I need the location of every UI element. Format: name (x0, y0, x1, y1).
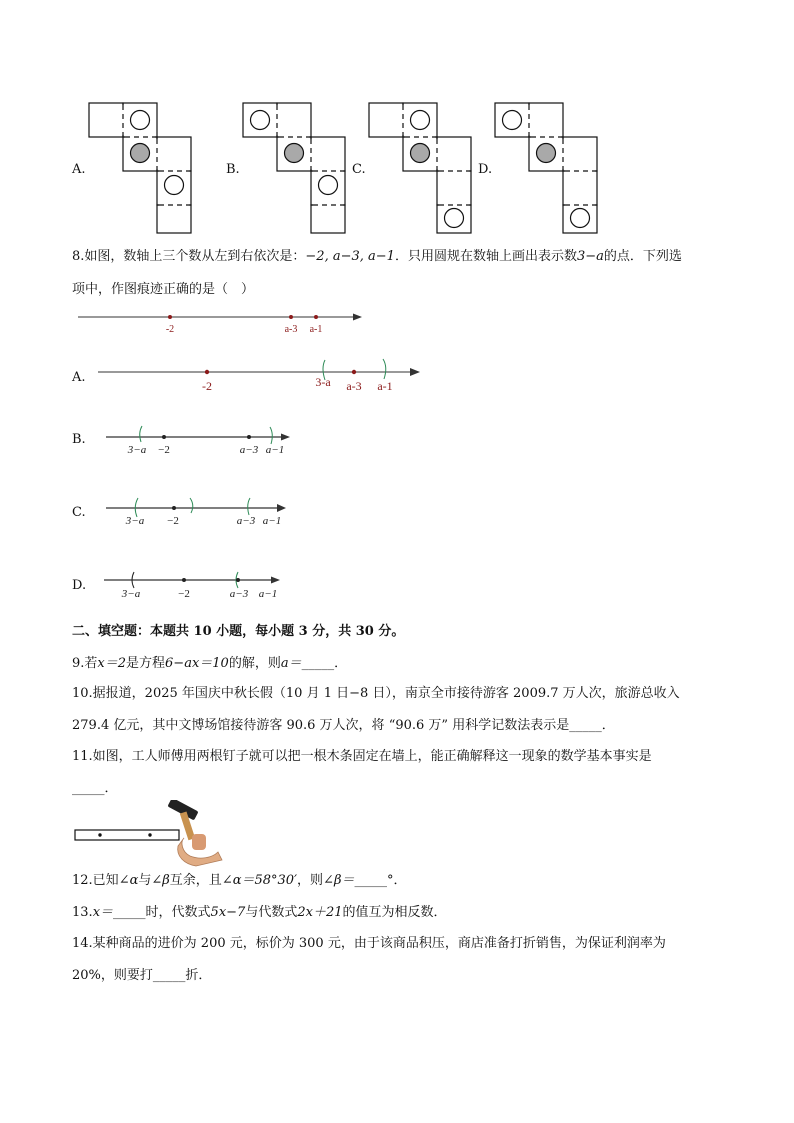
q8-option-c-line (104, 495, 294, 531)
q7-b-circle-1 (251, 111, 270, 130)
q7-d-circle-2 (537, 144, 556, 163)
a-label-neg2: -2 (202, 379, 212, 393)
c-label-3-a: 3−a (125, 515, 145, 527)
q8-option-a-line (96, 355, 426, 395)
q10-line2: 279.4 亿元，其中文博场馆接待游客 90.6 万人次，将 “90.6 万” 用科学记数法表示是_____． (72, 718, 615, 733)
d-label-a-3: a−3 (229, 588, 249, 600)
q10-line1: 10.据报道，2025 年国庆中秋长假（10 月 1 日−8 日），南京全市接待游客 2009.7 万人次，旅游总收入 (72, 686, 680, 701)
q7-option-c-net (368, 102, 478, 234)
q7-option-b-letter: B. (226, 162, 240, 177)
q7-b-circle-3 (319, 176, 338, 195)
q7-d-circle-1 (503, 111, 522, 130)
section-heading: 二、填空题：本题共 10 小题，每小题 3 分，共 30 分。 (72, 624, 405, 639)
b-label-neg2: −2 (158, 444, 170, 456)
label-a-3: a-3 (284, 324, 298, 335)
q14-line2: 20%，则要打_____折． (72, 968, 212, 983)
q12: 12.已知∠α与∠β互余，且∠α＝58°30′，则∠β＝_____°． (72, 873, 407, 888)
a-label-a-3: a-3 (346, 379, 362, 393)
q8-option-d-line (102, 568, 292, 604)
q7-a-circle-3 (165, 176, 184, 195)
q7-a-circle-1 (131, 111, 150, 130)
q8-option-c-letter: C. (72, 505, 86, 520)
q8-stem-line1: 8.如图，数轴上三个数从左到右依次是：−2, a−3, a−1．只用圆规在数轴上画出表示数3−a的点．下列选 (72, 249, 682, 264)
a-label-a-1: a-1 (377, 379, 393, 393)
q7-c-circle-2 (411, 144, 430, 163)
label-a-1: a-1 (309, 324, 323, 335)
d-label-a-1: a−1 (258, 588, 278, 600)
q7-option-d-net (494, 102, 604, 234)
nail-2 (148, 833, 151, 836)
d-label-3-a: 3−a (121, 588, 141, 600)
q14-line1: 14.某种商品的进价为 200 元，标价为 300 元，由于该商品积压，商店准备打折销售，为保证利润率为 (72, 936, 666, 951)
q8-option-a-letter: A. (72, 370, 86, 385)
q7-options (0, 0, 794, 240)
label-neg2: -2 (165, 324, 175, 335)
q8-option-d-letter: D. (72, 578, 87, 593)
c-label-neg2: −2 (167, 515, 179, 527)
c-label-a-3: a−3 (236, 515, 256, 527)
a-label-3-a: 3-a (315, 375, 331, 389)
q11-figure (72, 800, 232, 868)
q7-d-circle-3 (571, 209, 590, 228)
q13: 13.x＝_____时，代数式5x−7与代数式2x＋21的值互为相反数． (72, 905, 447, 920)
q7-option-b-net (242, 102, 352, 234)
q7-a-circle-2 (131, 144, 150, 163)
q8-option-b-letter: B. (72, 432, 86, 447)
q7-option-a-net (88, 102, 198, 234)
q7-option-a-letter: A. (72, 162, 86, 177)
q11-line2: _____． (72, 781, 118, 796)
q8-main-number-line (76, 308, 366, 338)
b-label-a-3: a−3 (239, 444, 259, 456)
q8-option-b-line (104, 424, 294, 460)
q7-c-circle-1 (411, 111, 430, 130)
c-label-a-1: a−1 (262, 515, 282, 527)
q7-option-c-letter: C. (352, 162, 366, 177)
q7-c-circle-3 (445, 209, 464, 228)
wood-strip (75, 830, 179, 840)
b-label-3-a: 3−a (127, 444, 147, 456)
q8-stem-line2: 项中，作图痕迹正确的是（ ） (72, 282, 255, 297)
d-label-neg2: −2 (178, 588, 190, 600)
nail-1 (98, 833, 101, 836)
b-label-a-1: a−1 (265, 444, 285, 456)
q7-option-d-letter: D. (478, 162, 493, 177)
q7-b-circle-2 (285, 144, 304, 163)
q9: 9.若x＝2是方程6−ax＝10的解，则a＝_____． (72, 656, 348, 671)
q11-line1: 11.如图，工人师傅用两根钉子就可以把一根木条固定在墙上，能正确解释这一现象的数学基本事实是 (72, 749, 652, 764)
